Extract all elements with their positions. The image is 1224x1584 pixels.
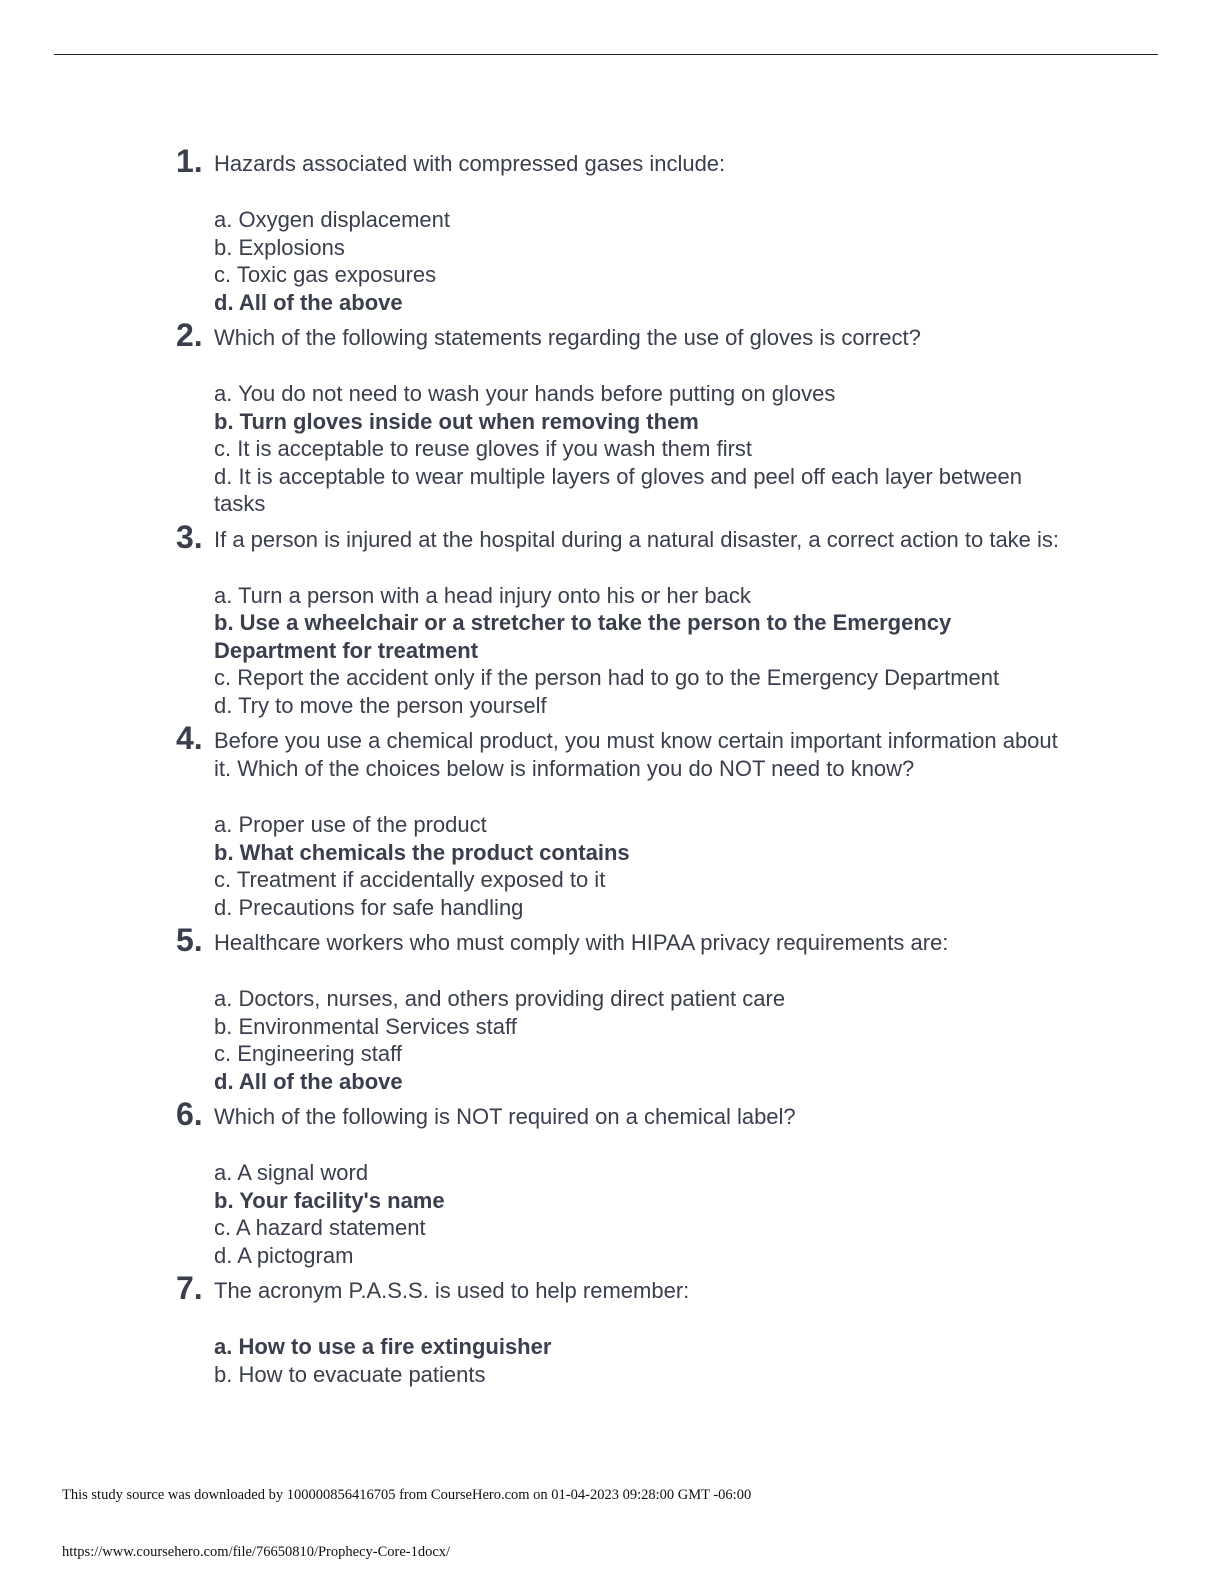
answer-option-correct: b. What chemicals the product contains (214, 839, 630, 865)
question-number: 2. (176, 317, 203, 353)
answer-option: a. Doctors, nurses, and others providing direct patient care (214, 986, 786, 1011)
question-4 (176, 720, 1076, 921)
question-number: 4. (176, 720, 203, 756)
question-number: 6. (176, 1096, 203, 1132)
answer-options (214, 206, 1076, 316)
answer-option-correct: b. Use a wheelchair or a stretcher to take the person to the Emergency Department for treatment (214, 610, 952, 663)
question-number: 1. (176, 143, 203, 179)
answer-option-correct: b. Turn gloves inside out when removing them (214, 408, 699, 434)
answer-option: c. Report the accident only if the person had to go to the Emergency Department (214, 665, 1000, 690)
answer-options (214, 380, 1076, 518)
answer-options (214, 985, 1076, 1095)
footer-url: https://www.coursehero.com/file/76650810/Prophecy-Core-1docx/ (62, 1544, 451, 1560)
answer-option: c. Treatment if accidentally exposed to it (214, 867, 606, 892)
question-7 (176, 1270, 1076, 1388)
answer-options (214, 1159, 1076, 1269)
answer-option: b. Explosions (214, 234, 345, 260)
answer-option-correct: d. All of the above (214, 1068, 403, 1094)
answer-option: b. Environmental Services staff (214, 1013, 517, 1039)
top-rule (54, 54, 1158, 55)
question-2 (176, 317, 1076, 518)
question-text: The acronym P.A.S.S. is used to help remember: (214, 1278, 690, 1303)
footer-source-note: This study source was downloaded by 100000856416705 from CourseHero.com on 01-04-2023 09:28:00 GMT -06:00 (62, 1487, 752, 1503)
question-3 (176, 518, 1076, 720)
question-text: Hazards associated with compressed gases include: (214, 151, 726, 176)
answer-option: c. Toxic gas exposures (214, 262, 437, 287)
question-text: If a person is injured at the hospital during a natural disaster, a correct action to take is: (214, 526, 1060, 552)
answer-option: a. Proper use of the product (214, 812, 487, 837)
answer-option: a. Oxygen displacement (214, 207, 451, 232)
question-text: Before you use a chemical product, you must know certain important information about it. Which of the choices below is information you do NOT need to know? (214, 728, 1058, 781)
answer-options (214, 811, 1076, 921)
question-5 (176, 922, 1076, 1095)
answer-option: c. A hazard statement (214, 1215, 426, 1240)
quiz-list (176, 143, 1076, 1396)
answer-option: b. How to evacuate patients (214, 1361, 486, 1387)
answer-options (214, 582, 1076, 720)
answer-option: d. Try to move the person yourself (214, 692, 547, 718)
question-number: 5. (176, 922, 203, 958)
answer-option: a. Turn a person with a head injury onto his or her back (214, 582, 751, 608)
question-1 (176, 143, 1076, 316)
answer-option: c. It is acceptable to reuse gloves if you wash them first (214, 436, 753, 461)
answer-options (214, 1333, 1076, 1388)
question-text: Healthcare workers who must comply with HIPAA privacy requirements are: (214, 930, 949, 955)
question-6 (176, 1096, 1076, 1269)
answer-option: a. A signal word (214, 1160, 369, 1185)
answer-option: d. Precautions for safe handling (214, 894, 524, 920)
question-number: 7. (176, 1270, 203, 1306)
question-text: Which of the following is NOT required on a chemical label? (214, 1104, 796, 1129)
question-text: Which of the following statements regarding the use of gloves is correct? (214, 325, 921, 350)
answer-option-correct: b. Your facility's name (214, 1187, 445, 1213)
answer-option: d. It is acceptable to wear multiple layers of gloves and peel off each layer between tasks (214, 463, 1022, 516)
answer-option: c. Engineering staff (214, 1041, 402, 1066)
answer-option: d. A pictogram (214, 1242, 354, 1268)
question-number: 3. (176, 518, 203, 555)
answer-option-correct: d. All of the above (214, 289, 403, 315)
answer-option: a. You do not need to wash your hands before putting on gloves (214, 381, 836, 406)
answer-option-correct: a. How to use a fire extinguisher (214, 1334, 552, 1359)
